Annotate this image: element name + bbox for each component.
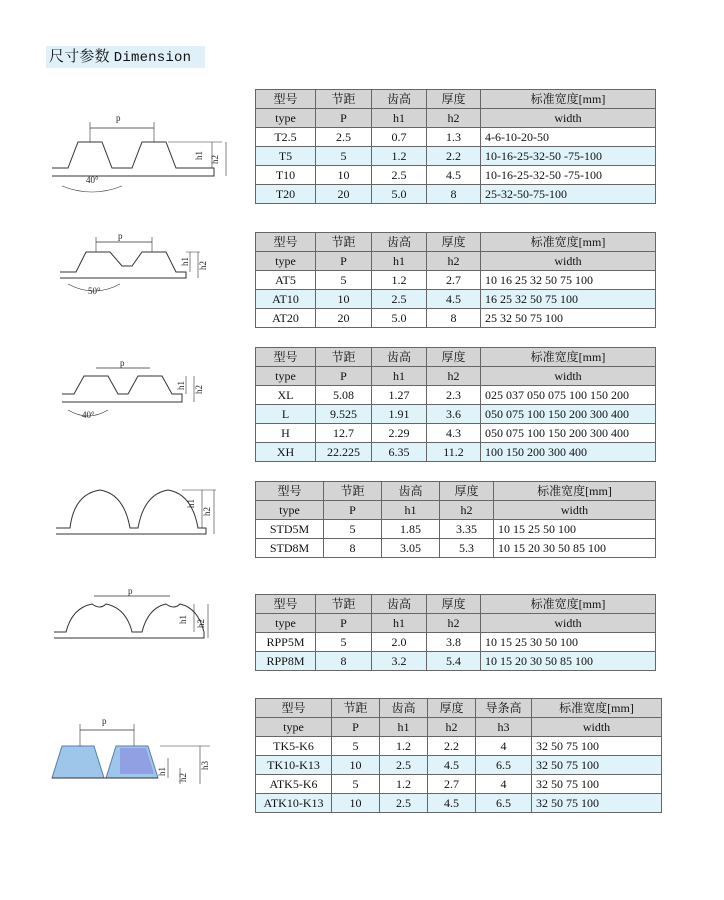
std-profile-diagram xyxy=(56,476,226,546)
header-cell: h3 xyxy=(476,718,532,737)
table-cell: 2.5 xyxy=(372,166,427,185)
table-cell: AT5 xyxy=(256,271,316,290)
diagram-h1-label: h1 xyxy=(178,615,188,624)
table-cell: 4.3 xyxy=(427,424,481,443)
table-cell: 2.2 xyxy=(427,147,481,166)
header-cell: type xyxy=(256,614,316,633)
diagram-angle-label: 40° xyxy=(86,175,99,185)
diagram-pitch-label: p xyxy=(128,586,133,596)
header-row-cn xyxy=(256,595,656,614)
tk-series-table xyxy=(255,698,662,813)
header-cell: h1 xyxy=(380,718,428,737)
table-cell: 1.2 xyxy=(372,147,427,166)
diagram-h1-label: h1 xyxy=(180,257,190,266)
header-cell: 导条高 xyxy=(476,699,532,718)
table-cell: 2.5 xyxy=(316,128,372,147)
table-cell: 8 xyxy=(427,309,481,328)
table-cell: 1.85 xyxy=(382,520,440,539)
header-cell: 节距 xyxy=(316,348,372,367)
header-cell: width xyxy=(494,501,656,520)
diagram-h2-label: h2 xyxy=(198,261,208,270)
diagram-h1-label: h1 xyxy=(176,381,186,390)
table-cell: 1.2 xyxy=(380,775,428,794)
header-row-en xyxy=(256,501,656,520)
page-title xyxy=(46,46,205,68)
header-cell: 节距 xyxy=(316,233,372,252)
table-cell: 2.0 xyxy=(372,633,427,652)
table-cell: 0.7 xyxy=(372,128,427,147)
header-cell: 节距 xyxy=(316,90,372,109)
table-cell: 5 xyxy=(324,520,382,539)
header-row-cn xyxy=(256,348,656,367)
table-cell: 4 xyxy=(476,737,532,756)
table-row xyxy=(256,652,656,671)
table-cell: 8 xyxy=(324,539,382,558)
table-cell: TK5-K6 xyxy=(256,737,332,756)
table-cell: 5.3 xyxy=(440,539,494,558)
table-cell: L xyxy=(256,405,316,424)
table-cell: 2.29 xyxy=(372,424,427,443)
table-row xyxy=(256,166,656,185)
table-cell: 5.0 xyxy=(372,309,427,328)
header-cell: type xyxy=(256,109,316,128)
table-cell: 2.5 xyxy=(380,794,428,813)
table-cell: 050 075 100 150 200 300 400 xyxy=(481,405,656,424)
table-cell: 2.7 xyxy=(428,775,476,794)
header-row-en xyxy=(256,614,656,633)
header-cell: 标准宽度[mm] xyxy=(481,90,656,109)
diagram-h2-label: h2 xyxy=(202,507,212,516)
t-profile-diagram xyxy=(52,108,242,198)
diagram-h1-label: h1 xyxy=(157,767,167,776)
diagram-pitch-label: p xyxy=(102,716,107,726)
table-cell: 1.2 xyxy=(380,737,428,756)
header-row-en xyxy=(256,109,656,128)
table-row xyxy=(256,520,656,539)
table-cell: 20 xyxy=(316,185,372,204)
table-cell: 10 15 25 30 50 100 xyxy=(481,633,656,652)
table-cell: 8 xyxy=(427,185,481,204)
table-cell: STD8M xyxy=(256,539,324,558)
table-cell: 4.5 xyxy=(428,794,476,813)
table-cell: 4.5 xyxy=(427,290,481,309)
table-cell: 10 15 20 30 50 85 100 xyxy=(481,652,656,671)
diagram-h2-label: h2 xyxy=(194,385,204,394)
header-cell: P xyxy=(316,109,372,128)
header-cell: width xyxy=(481,367,656,386)
header-cell: h1 xyxy=(372,109,427,128)
header-cell: h1 xyxy=(382,501,440,520)
table-cell: 3.6 xyxy=(427,405,481,424)
table-cell: 3.35 xyxy=(440,520,494,539)
header-row-en xyxy=(256,718,662,737)
table-cell: ATK10-K13 xyxy=(256,794,332,813)
table-cell: AT20 xyxy=(256,309,316,328)
diagram-h1-label: h1 xyxy=(186,499,196,508)
diagram-pitch-label: p xyxy=(118,231,123,241)
header-cell: h2 xyxy=(427,252,481,271)
table-cell: RPP8M xyxy=(256,652,316,671)
table-cell: 2.5 xyxy=(372,290,427,309)
header-cell: type xyxy=(256,252,316,271)
header-cell: width xyxy=(481,252,656,271)
header-cell: h2 xyxy=(427,109,481,128)
table-row xyxy=(256,309,656,328)
table-row xyxy=(256,290,656,309)
header-cell: 齿高 xyxy=(382,482,440,501)
header-cell: 节距 xyxy=(316,595,372,614)
table-cell: 5.08 xyxy=(316,386,372,405)
table-cell: 2.7 xyxy=(427,271,481,290)
header-cell: width xyxy=(532,718,662,737)
table-row xyxy=(256,185,656,204)
table-cell: XL xyxy=(256,386,316,405)
table-cell: 10-16-25-32-50 -75-100 xyxy=(481,166,656,185)
table-cell: H xyxy=(256,424,316,443)
table-cell: 32 50 75 100 xyxy=(532,794,662,813)
table-row xyxy=(256,405,656,424)
header-cell: 标准宽度[mm] xyxy=(494,482,656,501)
table-cell: 3.2 xyxy=(372,652,427,671)
header-cell: 型号 xyxy=(256,482,324,501)
diagram-pitch-label: p xyxy=(116,113,121,123)
table-cell: 10 16 25 32 50 75 100 xyxy=(481,271,656,290)
header-cell: 厚度 xyxy=(427,348,481,367)
table-cell: 5 xyxy=(316,147,372,166)
tk-profile-diagram xyxy=(50,712,220,792)
table-row xyxy=(256,539,656,558)
header-cell: 标准宽度[mm] xyxy=(481,595,656,614)
rpp-profile-diagram xyxy=(54,586,224,650)
table-cell: 11.2 xyxy=(427,443,481,462)
header-row-cn xyxy=(256,90,656,109)
header-cell: h2 xyxy=(427,367,481,386)
header-cell: 齿高 xyxy=(372,595,427,614)
diagram-pitch-label: p xyxy=(120,358,125,368)
table-cell: 10 xyxy=(316,166,372,185)
table-cell: TK10-K13 xyxy=(256,756,332,775)
header-cell: width xyxy=(481,109,656,128)
table-cell: T10 xyxy=(256,166,316,185)
table-cell: 22.225 xyxy=(316,443,372,462)
header-cell: 齿高 xyxy=(372,348,427,367)
header-cell: h2 xyxy=(427,614,481,633)
table-cell: 1.3 xyxy=(427,128,481,147)
header-row-cn xyxy=(256,699,662,718)
table-cell: STD5M xyxy=(256,520,324,539)
table-cell: 32 50 75 100 xyxy=(532,775,662,794)
std-series-table xyxy=(255,481,656,558)
at-series-table xyxy=(255,232,656,328)
header-cell: P xyxy=(316,367,372,386)
header-cell: h2 xyxy=(428,718,476,737)
header-cell: 厚度 xyxy=(427,90,481,109)
header-cell: 齿高 xyxy=(380,699,428,718)
diagram-angle-label: 40° xyxy=(82,410,95,420)
at-profile-diagram xyxy=(60,232,220,304)
table-cell: 2.5 xyxy=(380,756,428,775)
header-cell: P xyxy=(332,718,380,737)
header-cell: 型号 xyxy=(256,348,316,367)
header-cell: h2 xyxy=(440,501,494,520)
table-cell: 32 50 75 100 xyxy=(532,737,662,756)
table-cell: 2.3 xyxy=(427,386,481,405)
table-cell: 4 xyxy=(476,775,532,794)
table-cell: 10 15 20 30 50 85 100 xyxy=(494,539,656,558)
trapezoid-profile-diagram xyxy=(62,358,222,432)
header-cell: 节距 xyxy=(332,699,380,718)
diagram-h2-label: h2 xyxy=(178,773,188,782)
table-cell: 4-6-10-20-50 xyxy=(481,128,656,147)
header-cell: P xyxy=(324,501,382,520)
table-cell: 4.5 xyxy=(427,166,481,185)
header-cell: width xyxy=(481,614,656,633)
table-cell: 5 xyxy=(316,633,372,652)
diagram-angle-label: 50° xyxy=(88,286,101,296)
header-cell: 齿高 xyxy=(372,233,427,252)
header-cell: 标准宽度[mm] xyxy=(481,348,656,367)
table-cell: 3.8 xyxy=(427,633,481,652)
t-series-table xyxy=(255,89,656,204)
header-row-cn xyxy=(256,482,656,501)
table-row xyxy=(256,424,656,443)
header-cell: 型号 xyxy=(256,233,316,252)
diagram-h1-label: h1 xyxy=(194,151,204,160)
header-cell: 标准宽度[mm] xyxy=(481,233,656,252)
header-cell: type xyxy=(256,718,332,737)
table-cell: 2.2 xyxy=(428,737,476,756)
table-row xyxy=(256,775,662,794)
table-cell: 5 xyxy=(316,271,372,290)
header-cell: h1 xyxy=(372,367,427,386)
table-cell: 10 xyxy=(332,756,380,775)
table-cell: 6.5 xyxy=(476,794,532,813)
table-cell: 25-32-50-75-100 xyxy=(481,185,656,204)
table-row xyxy=(256,756,662,775)
header-cell: 型号 xyxy=(256,595,316,614)
table-row xyxy=(256,147,656,166)
table-cell: XH xyxy=(256,443,316,462)
header-cell: h1 xyxy=(372,252,427,271)
inch-series-table xyxy=(255,347,656,462)
header-cell: 齿高 xyxy=(372,90,427,109)
table-cell: 16 25 32 50 75 100 xyxy=(481,290,656,309)
rpp-series-table xyxy=(255,594,656,671)
diagram-h2-label: h2 xyxy=(210,155,220,164)
table-cell: 10-16-25-32-50 -75-100 xyxy=(481,147,656,166)
table-cell: 025 037 050 075 100 150 200 xyxy=(481,386,656,405)
table-cell: T5 xyxy=(256,147,316,166)
table-row xyxy=(256,794,662,813)
header-cell: P xyxy=(316,252,372,271)
table-cell: T20 xyxy=(256,185,316,204)
table-cell: 050 075 100 150 200 300 400 xyxy=(481,424,656,443)
diagram-h3-label: h3 xyxy=(200,761,210,770)
table-cell: 20 xyxy=(316,309,372,328)
table-cell: RPP5M xyxy=(256,633,316,652)
page-title-en: Dimension xyxy=(113,50,192,66)
header-cell: 厚度 xyxy=(440,482,494,501)
table-row xyxy=(256,443,656,462)
table-cell: 5 xyxy=(332,737,380,756)
header-cell: 型号 xyxy=(256,90,316,109)
table-row xyxy=(256,737,662,756)
table-cell: 5 xyxy=(332,775,380,794)
table-cell: ATK5-K6 xyxy=(256,775,332,794)
header-cell: 节距 xyxy=(324,482,382,501)
table-cell: 6.35 xyxy=(372,443,427,462)
diagram-h2-label: h2 xyxy=(196,619,206,628)
table-cell: 3.05 xyxy=(382,539,440,558)
table-cell: 8 xyxy=(316,652,372,671)
header-cell: 型号 xyxy=(256,699,332,718)
table-cell: 12.7 xyxy=(316,424,372,443)
table-cell: 1.27 xyxy=(372,386,427,405)
table-row xyxy=(256,633,656,652)
header-cell: 厚度 xyxy=(427,233,481,252)
table-row xyxy=(256,128,656,147)
header-cell: 标准宽度[mm] xyxy=(532,699,662,718)
header-cell: 厚度 xyxy=(428,699,476,718)
header-cell: type xyxy=(256,367,316,386)
header-cell: type xyxy=(256,501,324,520)
page-title-cn: 尺寸参数 xyxy=(49,49,114,65)
header-cell: 厚度 xyxy=(427,595,481,614)
table-cell: 9.525 xyxy=(316,405,372,424)
table-cell: 25 32 50 75 100 xyxy=(481,309,656,328)
table-cell: 100 150 200 300 400 xyxy=(481,443,656,462)
header-cell: P xyxy=(316,614,372,633)
table-cell: AT10 xyxy=(256,290,316,309)
table-cell: 10 xyxy=(316,290,372,309)
table-cell: 6.5 xyxy=(476,756,532,775)
table-cell: 5.0 xyxy=(372,185,427,204)
table-cell: 1.91 xyxy=(372,405,427,424)
header-row-en xyxy=(256,367,656,386)
table-cell: 10 xyxy=(332,794,380,813)
header-cell: h1 xyxy=(372,614,427,633)
header-row-cn xyxy=(256,233,656,252)
table-cell: 4.5 xyxy=(428,756,476,775)
table-cell: T2.5 xyxy=(256,128,316,147)
table-row xyxy=(256,386,656,405)
table-cell: 1.2 xyxy=(372,271,427,290)
table-row xyxy=(256,271,656,290)
table-cell: 5.4 xyxy=(427,652,481,671)
header-row-en xyxy=(256,252,656,271)
table-cell: 32 50 75 100 xyxy=(532,756,662,775)
table-cell: 10 15 25 50 100 xyxy=(494,520,656,539)
